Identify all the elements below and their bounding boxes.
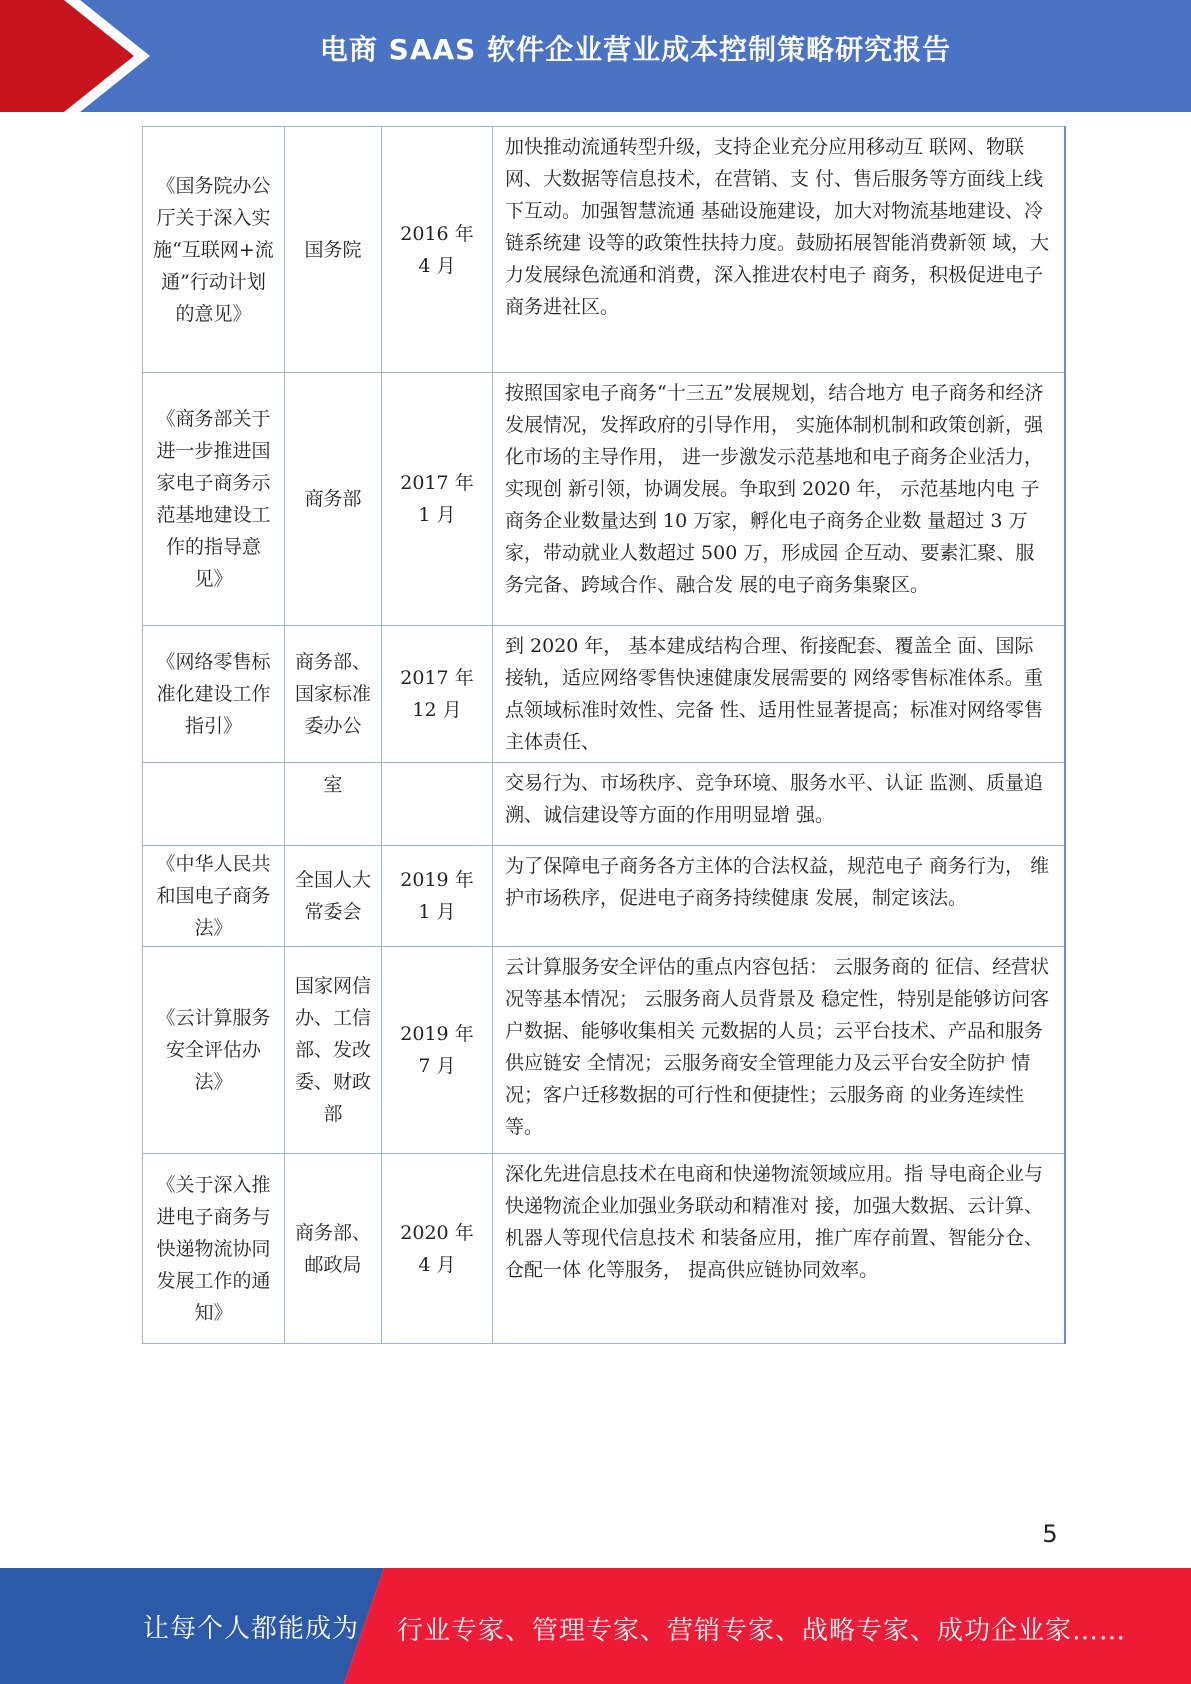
policy-content: 云计算服务安全评估的重点内容包括： 云服务商的 征信、经营状况等基本情况； 云服务商人员背景及 稳定性，特别是能够访问客户数据、能够收集相关 元数据的人员；云平台技术、产品和服务供应链安 全情况；云服务商安全管理能力及云平台安全防护 情况；客户迁移数据的可行性和便捷性；云服务商 的业务连续性等。 <box>493 947 1065 1154</box>
page-header <box>0 0 1191 112</box>
policy-issuer: 商务部、国家标准委办公 <box>285 626 382 763</box>
policy-date: 2016 年 4 月 <box>382 127 493 373</box>
policy-content: 到 2020 年， 基本建成结构合理、衔接配套、覆盖全 面、国际接轨，适应网络零售快速健康发展需要的 网络零售标准体系。重点领域标准时效性、完备 性、适用性显著提高；标准对网络零售主体责任、 <box>493 626 1065 763</box>
policy-issuer: 商务部 <box>285 373 382 626</box>
policy-content: 深化先进信息技术在电商和快递物流领域应用。指 导电商企业与快递物流企业加强业务联动和精准对 接，加强大数据、云计算、机器人等现代信息技术 和装备应用，推广库存前置、智能分仓、仓配一体 化等服务， 提高供应链协同效率。 <box>493 1154 1065 1344</box>
policy-content: 按照国家电子商务“十三五”发展规划，结合地方 电子商务和经济发展情况，发挥政府的引导作用， 实施体制机制和政策创新，强化市场的主导作用， 进一步激发示范基地和电子商务企业活力，实现创 新引领，协调发展。争取到 2020 年， 示范基地内电 子商务企业数量达到 10 万家，孵化电子商务企业数 量超过 3 万家，带动就业人数超过 500 万，形成园 企互动、要素汇聚、服务完备、跨域合作、融合发 展的电子商务集聚区。 <box>493 373 1065 626</box>
policy-content: 交易行为、市场秩序、竞争环境、服务水平、认证 监测、质量追溯、诚信建设等方面的作用明显增 强。 <box>493 763 1065 846</box>
footer-slogan-left: 让每个人都能成为 <box>143 1614 360 1644</box>
policy-date: 2019 年 7 月 <box>382 947 493 1154</box>
table-row <box>143 626 1065 763</box>
policy-date: 2020 年 4 月 <box>382 1154 493 1344</box>
policy-issuer: 全国人大常委会 <box>285 846 382 947</box>
footer-slogan-right: 行业专家、管理专家、营销专家、战略专家、成功企业家…… <box>397 1616 1127 1646</box>
page-footer <box>0 1568 1191 1684</box>
policy-issuer: 国家网信办、工信部、发改委、财政部 <box>285 947 382 1154</box>
red-chevron-decoration <box>0 0 160 112</box>
table-row <box>143 1154 1065 1344</box>
policy-name: 《商务部关于进一步推进国家电子商务示范基地建设工作的指导意见》 <box>143 373 285 626</box>
policy-issuer: 室 <box>285 763 382 846</box>
policy-content: 加快推动流通转型升级，支持企业充分应用移动互 联网、物联网、大数据等信息技术，在营销、支 付、售后服务等方面线上线下互动。加强智慧流通 基础设施建设，加大对物流基地建设、冷链系统建 设等的政策性扶持力度。鼓励拓展智能消费新领 域，大力发展绿色流通和消费，深入推进农村电子 商务，积极促进电子商务进社区。 <box>493 127 1065 373</box>
page-number: 5 <box>1042 1520 1058 1548</box>
table-row <box>143 373 1065 626</box>
policy-name <box>143 763 285 846</box>
policy-date: 2017 年 12 月 <box>382 626 493 763</box>
report-title: 电商 SAAS 软件企业营业成本控制策略研究报告 <box>319 33 952 66</box>
table-row <box>143 763 1065 846</box>
policy-name: 《网络零售标准化建设工作指引》 <box>143 626 285 763</box>
policy-content: 为了保障电子商务各方主体的合法权益，规范电子 商务行为， 维护市场秩序，促进电子商务持续健康 发展，制定该法。 <box>493 846 1065 947</box>
policy-table <box>142 126 1066 1344</box>
policy-issuer: 国务院 <box>285 127 382 373</box>
policy-date <box>382 763 493 846</box>
table-row <box>143 127 1065 373</box>
policy-name: 《中华人民共和国电子商务法》 <box>143 846 285 947</box>
policy-date: 2019 年 1 月 <box>382 846 493 947</box>
policy-date: 2017 年 1 月 <box>382 373 493 626</box>
table-row <box>143 846 1065 947</box>
policy-name: 《国务院办公厅关于深入实施“互联网+流通”行动计划的意见》 <box>143 127 285 373</box>
policy-issuer: 商务部、邮政局 <box>285 1154 382 1344</box>
table-row <box>143 947 1065 1154</box>
policy-name: 《关于深入推进电子商务与快递物流协同发展工作的通知》 <box>143 1154 285 1344</box>
policy-name: 《云计算服务安全评估办法》 <box>143 947 285 1154</box>
